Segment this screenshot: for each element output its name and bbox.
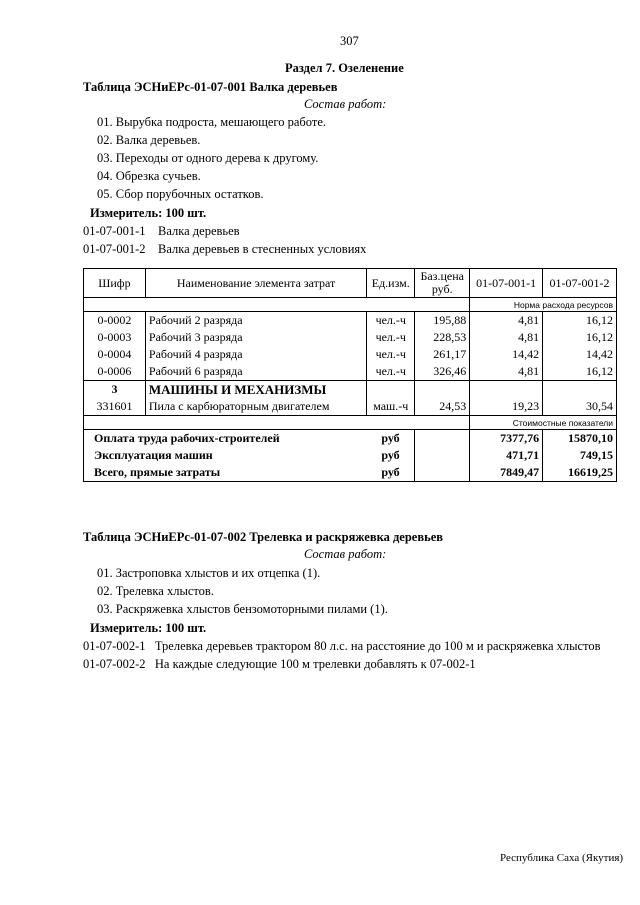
code: 01-07-001-2 [83, 242, 146, 256]
row-name: Рабочий 3 разряда [145, 329, 366, 346]
table2-code-line [83, 657, 476, 672]
code: 01-07-001-1 [83, 224, 146, 238]
band-costs-row [84, 416, 617, 430]
section-code: 3 [84, 381, 146, 399]
table1-step: 03. Переходы от одного дерева к другому. [97, 151, 319, 165]
row-code: 0-0004 [84, 346, 146, 363]
total-name: Оплата труда рабочих-строителей [84, 430, 367, 448]
row-value-1: 4,81 [470, 312, 543, 330]
row-value-1: 14,42 [470, 346, 543, 363]
row-value-1: 4,81 [470, 329, 543, 346]
header-name: Наименование элемента затрат [145, 269, 366, 298]
row-value-2: 16,12 [543, 363, 617, 381]
table2-step: 03. Раскряжевка хлыстов бензомоторными пилами (1). [97, 602, 388, 616]
total-row [84, 430, 617, 448]
total-value-1: 7377,76 [470, 430, 543, 448]
table1-code-line [83, 242, 366, 257]
total-value-2: 16619,25 [543, 464, 617, 482]
row-unit: маш.-ч [367, 398, 415, 416]
footer-region: Республика Саха (Якутия) [500, 852, 624, 864]
total-value-1: 471,71 [470, 447, 543, 464]
total-name: Эксплуатация машин [84, 447, 367, 464]
section-row [84, 381, 617, 399]
header-col1: 01-07-001-1 [470, 269, 543, 298]
table2-step: 01. Застроповка хлыстов и их отцепка (1). [97, 566, 321, 580]
row-price: 195,88 [415, 312, 470, 330]
total-unit: руб [367, 464, 415, 482]
total-unit: руб [367, 430, 415, 448]
table2-composition-heading: Состав работ: [304, 547, 387, 561]
table-row [84, 346, 617, 363]
row-value-2: 16,12 [543, 312, 617, 330]
code-desc: На каждые следующие 100 м трелевки добавлять к 07-002-1 [154, 657, 476, 671]
table1-step: 04. Обрезка сучьев. [97, 169, 201, 183]
row-unit: чел.-ч [367, 329, 415, 346]
header-unit: Ед.изм. [367, 269, 415, 298]
table2-step: 02. Трелевка хлыстов. [97, 584, 214, 598]
table1-step: 02. Валка деревьев. [97, 133, 201, 147]
row-price: 228,53 [415, 329, 470, 346]
row-price: 326,46 [415, 363, 470, 381]
row-name: Пила с карбюраторным двигателем [145, 398, 366, 416]
code: 01-07-002-2 [83, 657, 146, 671]
table1-composition-heading: Состав работ: [304, 97, 387, 111]
section-title: Раздел 7. Озеленение [285, 61, 404, 75]
total-row [84, 464, 617, 482]
code: 01-07-002-1 [83, 639, 146, 653]
table1-step: 05. Сбор порубочных остатков. [97, 187, 264, 201]
code-desc: Валка деревьев в стесненных условиях [158, 242, 367, 256]
table1-title: Таблица ЭСНиЕРс-01-07-001 Валка деревьев [83, 80, 338, 94]
table2-title: Таблица ЭСНиЕРс-01-07-002 Трелевка и раскряжевка деревьев [83, 530, 443, 544]
table2-code-line [83, 639, 601, 654]
header-price: Баз.цена руб. [415, 269, 470, 298]
table-header-row [84, 269, 617, 298]
resource-table [83, 268, 617, 482]
row-unit: чел.-ч [367, 363, 415, 381]
row-code: 0-0003 [84, 329, 146, 346]
table1-step: 01. Вырубка подроста, мешающего работе. [97, 115, 326, 129]
row-value-1: 19,23 [470, 398, 543, 416]
total-value-2: 15870,10 [543, 430, 617, 448]
section-name: МАШИНЫ И МЕХАНИЗМЫ [145, 381, 366, 399]
header-col2: 01-07-001-2 [543, 269, 617, 298]
total-unit: руб [367, 447, 415, 464]
row-code: 331601 [84, 398, 146, 416]
page-number: 307 [340, 34, 359, 48]
header-code: Шифр [84, 269, 146, 298]
row-unit: чел.-ч [367, 346, 415, 363]
table1-code-line [83, 224, 240, 239]
row-value-2: 30,54 [543, 398, 617, 416]
table-row [84, 398, 617, 416]
table-row [84, 363, 617, 381]
row-code: 0-0006 [84, 363, 146, 381]
band-resources-row [84, 298, 617, 312]
row-name: Рабочий 2 разряда [145, 312, 366, 330]
total-value-1: 7849,47 [470, 464, 543, 482]
row-code: 0-0002 [84, 312, 146, 330]
band-costs: Стоимостные показатели [470, 416, 617, 430]
row-name: Рабочий 4 разряда [145, 346, 366, 363]
band-resources: Норма расхода ресурсов [470, 298, 617, 312]
row-value-2: 14,42 [543, 346, 617, 363]
row-value-2: 16,12 [543, 329, 617, 346]
code-desc: Валка деревьев [158, 224, 240, 238]
table-row [84, 312, 617, 330]
row-price: 24,53 [415, 398, 470, 416]
row-unit: чел.-ч [367, 312, 415, 330]
table-row [84, 329, 617, 346]
table2-measure: Измеритель: 100 шт. [90, 621, 207, 635]
row-name: Рабочий 6 разряда [145, 363, 366, 381]
row-price: 261,17 [415, 346, 470, 363]
total-value-2: 749,15 [543, 447, 617, 464]
row-value-1: 4,81 [470, 363, 543, 381]
total-name: Всего, прямые затраты [84, 464, 367, 482]
total-row [84, 447, 617, 464]
table1-measure: Измеритель: 100 шт. [90, 206, 207, 220]
code-desc: Трелевка деревьев трактором 80 л.с. на расстояние до 100 м и раскряжевка хлыстов [154, 639, 601, 653]
